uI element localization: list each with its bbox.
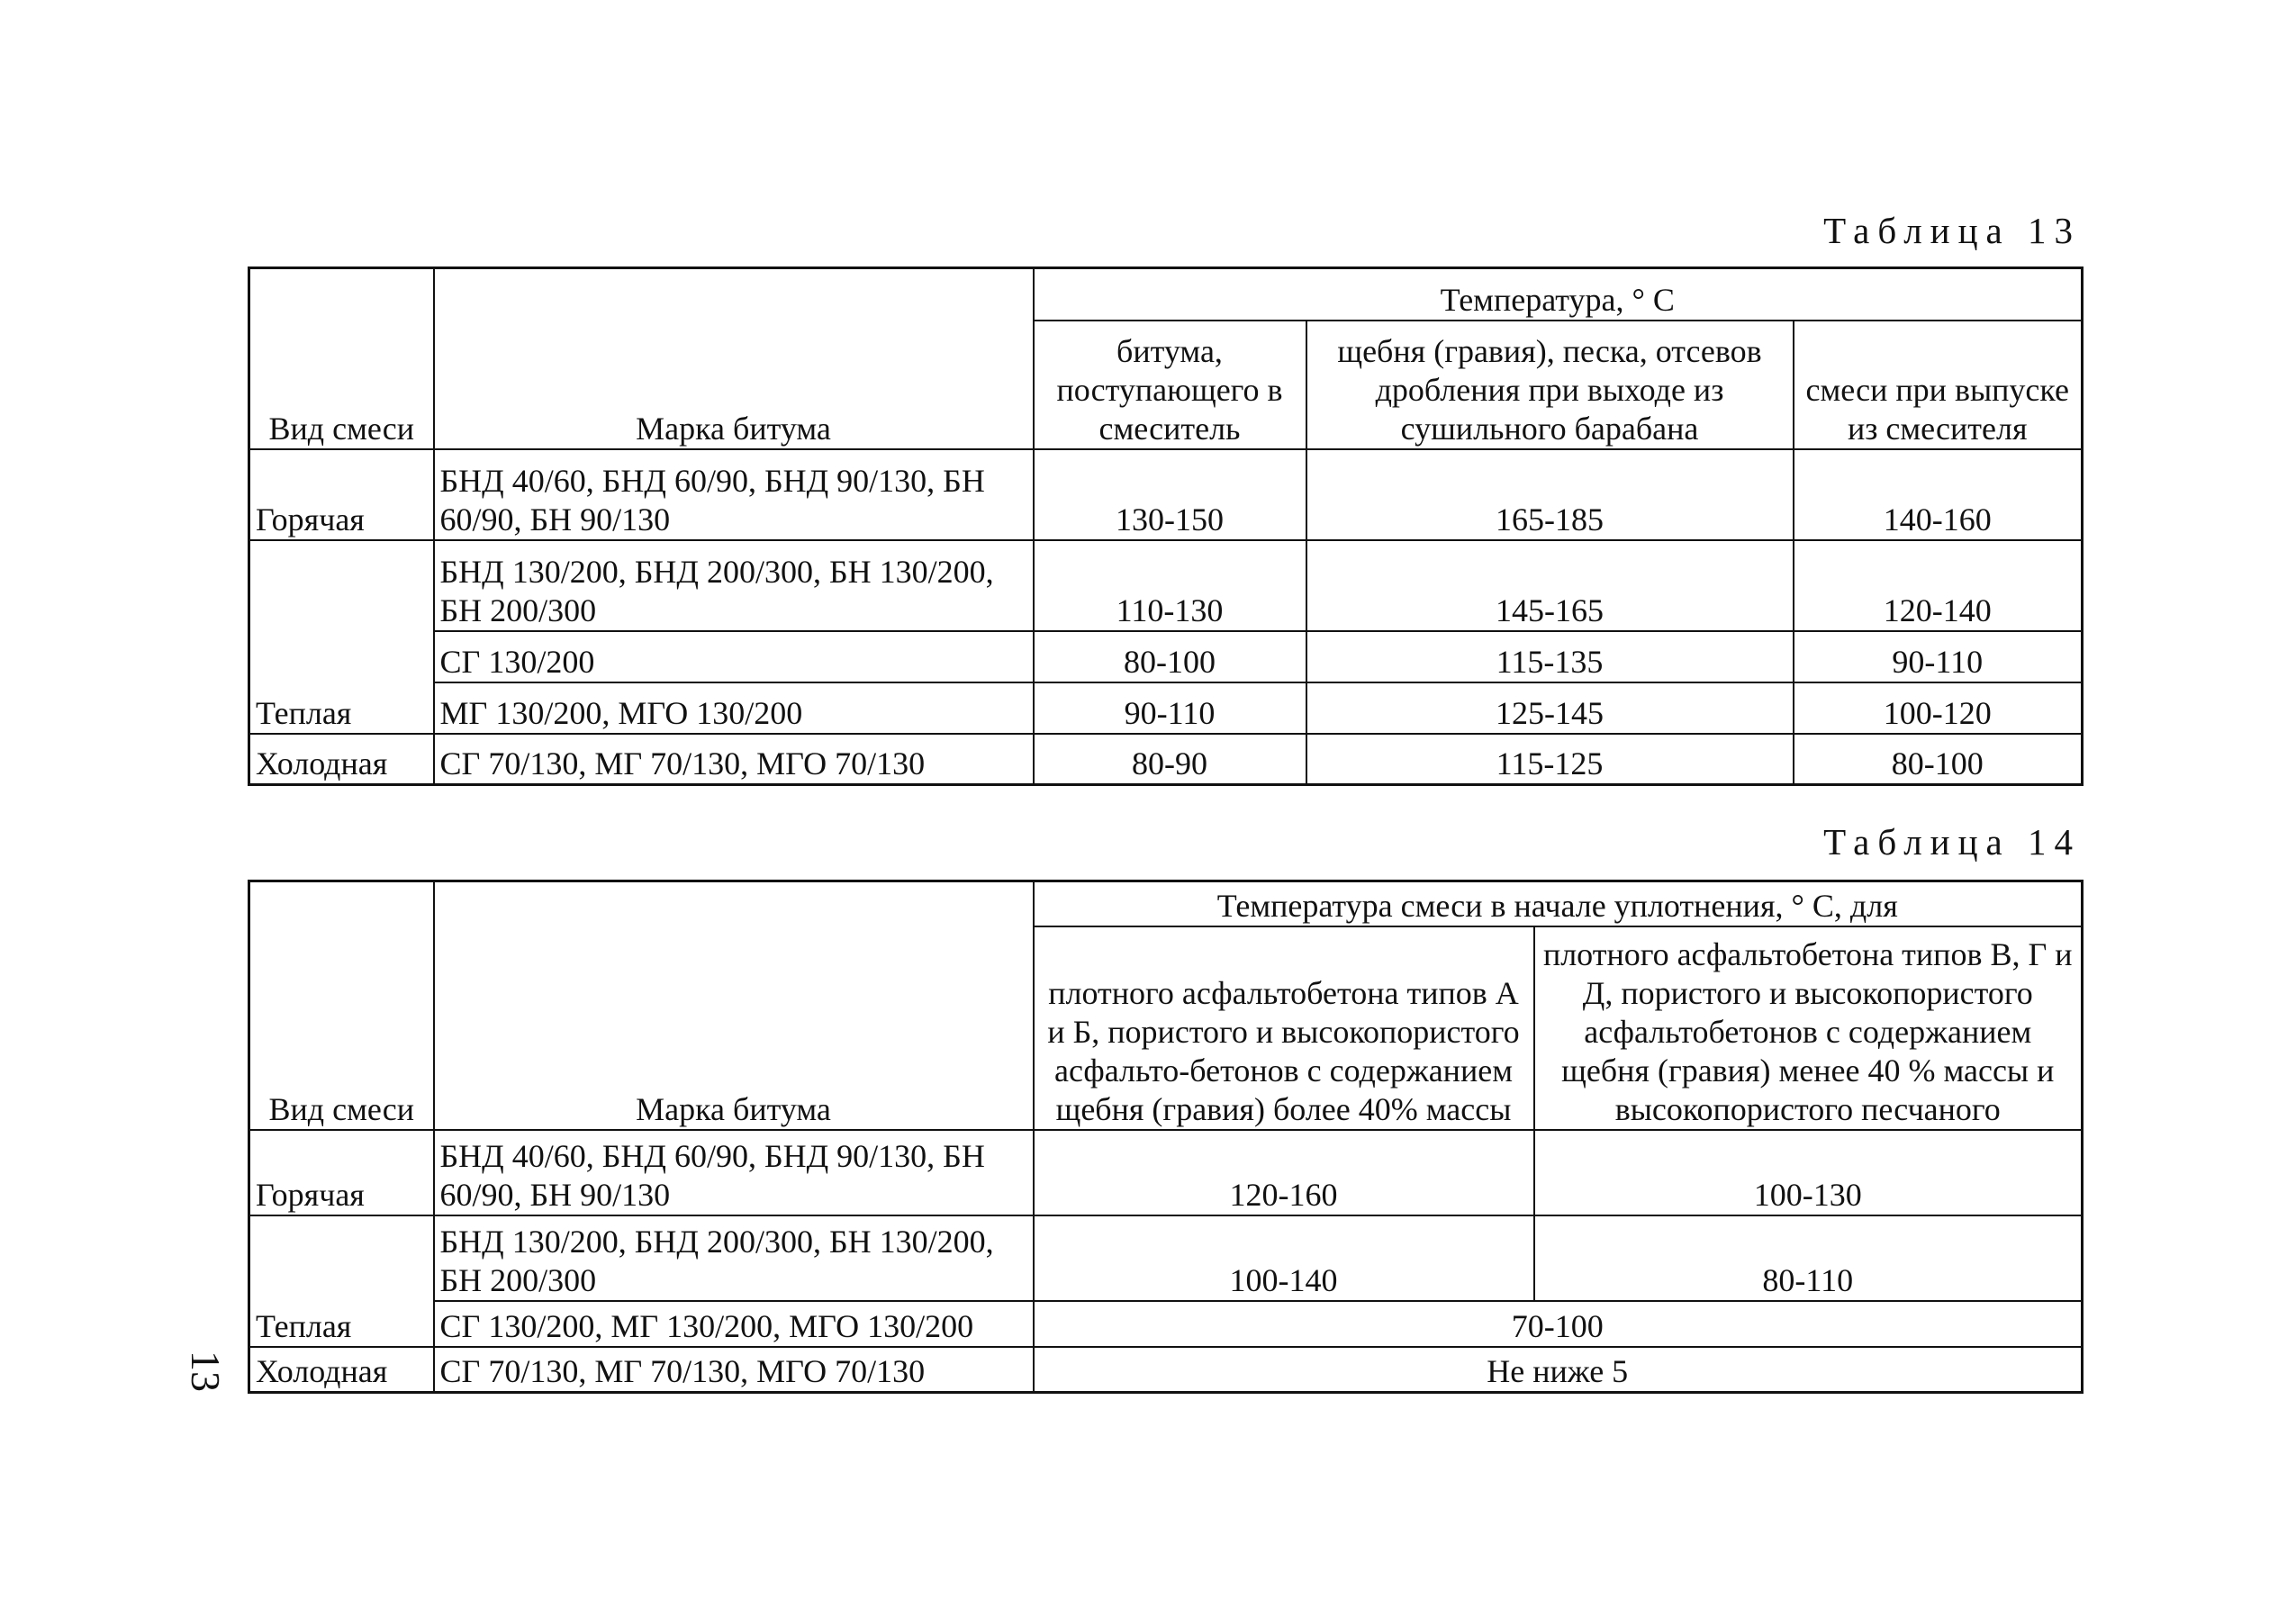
mix-type-cell: Горячая <box>249 1130 434 1215</box>
table-13 <box>248 266 2084 786</box>
table-row <box>249 449 2083 540</box>
table-row <box>249 734 2083 785</box>
bitumen-grade-cell: СГ 70/130, МГ 70/130, МГО 70/130 <box>434 1347 1034 1393</box>
bitumen-grade-cell: БНД 130/200, БНД 200/300, БН 130/200, БН 200/300 <box>434 1215 1034 1301</box>
vgd-temp-cell: 100-130 <box>1534 1130 2083 1215</box>
mix-temp-cell: 80-100 <box>1794 734 2083 785</box>
ab-temp-cell: 100-140 <box>1034 1215 1534 1301</box>
header-col-dense-vgd: плотного асфальтобетона типов В, Г и Д, пористого и высокопористого асфальтобетонов с содержанием щебня (гравия) менее 40 % массы и высокопористого песчаного <box>1534 926 2083 1130</box>
mix-type-cell: Теплая <box>249 540 434 734</box>
bitumen-temp-cell: 80-90 <box>1034 734 1306 785</box>
mix-temp-cell: 120-140 <box>1794 540 2083 631</box>
bitumen-temp-cell: 90-110 <box>1034 682 1306 734</box>
mix-type-cell: Холодная <box>249 1347 434 1393</box>
mix-type-cell: Горячая <box>249 449 434 540</box>
bitumen-grade-cell: МГ 130/200, МГО 130/200 <box>434 682 1034 734</box>
header-temperature-group: Температура, ° С <box>1034 268 2083 321</box>
header-col-bitumen: битума, поступающего в смеситель <box>1034 321 1306 449</box>
page-number: 13 <box>183 1351 229 1392</box>
table-row <box>249 1130 2083 1215</box>
table-row <box>249 1347 2083 1393</box>
bitumen-grade-cell: СГ 130/200 <box>434 631 1034 682</box>
table-row <box>249 1301 2083 1347</box>
aggregate-temp-cell: 145-165 <box>1306 540 1794 631</box>
aggregate-temp-cell: 125-145 <box>1306 682 1794 734</box>
header-mix-type: Вид смеси <box>249 268 434 449</box>
bitumen-grade-cell: СГ 130/200, МГ 130/200, МГО 130/200 <box>434 1301 1034 1347</box>
mix-type-cell: Холодная <box>249 734 434 785</box>
table-row <box>249 540 2083 631</box>
bitumen-grade-cell: БНД 130/200, БНД 200/300, БН 130/200, БН 200/300 <box>434 540 1034 631</box>
table-14-caption: Таблица 14 <box>1823 821 2081 863</box>
bitumen-grade-cell: БНД 40/60, БНД 60/90, БНД 90/130, БН 60/90, БН 90/130 <box>434 449 1034 540</box>
bitumen-temp-cell: 110-130 <box>1034 540 1306 631</box>
aggregate-temp-cell: 115-125 <box>1306 734 1794 785</box>
table-13-caption: Таблица 13 <box>1823 210 2081 251</box>
bitumen-temp-cell: 80-100 <box>1034 631 1306 682</box>
mix-type-cell: Теплая <box>249 1215 434 1347</box>
header-col-dense-ab: плотного асфальтобетона типов А и Б, пористого и высокопористого асфальто-бетонов с содержанием щебня (гравия) более 40% массы <box>1034 926 1534 1130</box>
aggregate-temp-cell: 115-135 <box>1306 631 1794 682</box>
aggregate-temp-cell: 165-185 <box>1306 449 1794 540</box>
table-row <box>249 1215 2083 1301</box>
header-temperature-group: Температура смеси в начале уплотнения, ° С, для <box>1034 881 2083 926</box>
header-bitumen-grade: Марка битума <box>434 268 1034 449</box>
ab-temp-cell: 120-160 <box>1034 1130 1534 1215</box>
header-col-mix: смеси при выпуске из смесителя <box>1794 321 2083 449</box>
bitumen-grade-cell: БНД 40/60, БНД 60/90, БНД 90/130, БН 60/90, БН 90/130 <box>434 1130 1034 1215</box>
table-14 <box>248 880 2084 1394</box>
merged-temp-cell: 70-100 <box>1034 1301 2083 1347</box>
mix-temp-cell: 140-160 <box>1794 449 2083 540</box>
header-bitumen-grade: Марка битума <box>434 881 1034 1130</box>
table-row <box>249 682 2083 734</box>
mix-temp-cell: 100-120 <box>1794 682 2083 734</box>
bitumen-grade-cell: СГ 70/130, МГ 70/130, МГО 70/130 <box>434 734 1034 785</box>
merged-temp-cell: Не ниже 5 <box>1034 1347 2083 1393</box>
mix-temp-cell: 90-110 <box>1794 631 2083 682</box>
table-row <box>249 631 2083 682</box>
vgd-temp-cell: 80-110 <box>1534 1215 2083 1301</box>
header-mix-type: Вид смеси <box>249 881 434 1130</box>
bitumen-temp-cell: 130-150 <box>1034 449 1306 540</box>
header-col-aggregate: щебня (гравия), песка, отсевов дробления при выходе из сушильного барабана <box>1306 321 1794 449</box>
